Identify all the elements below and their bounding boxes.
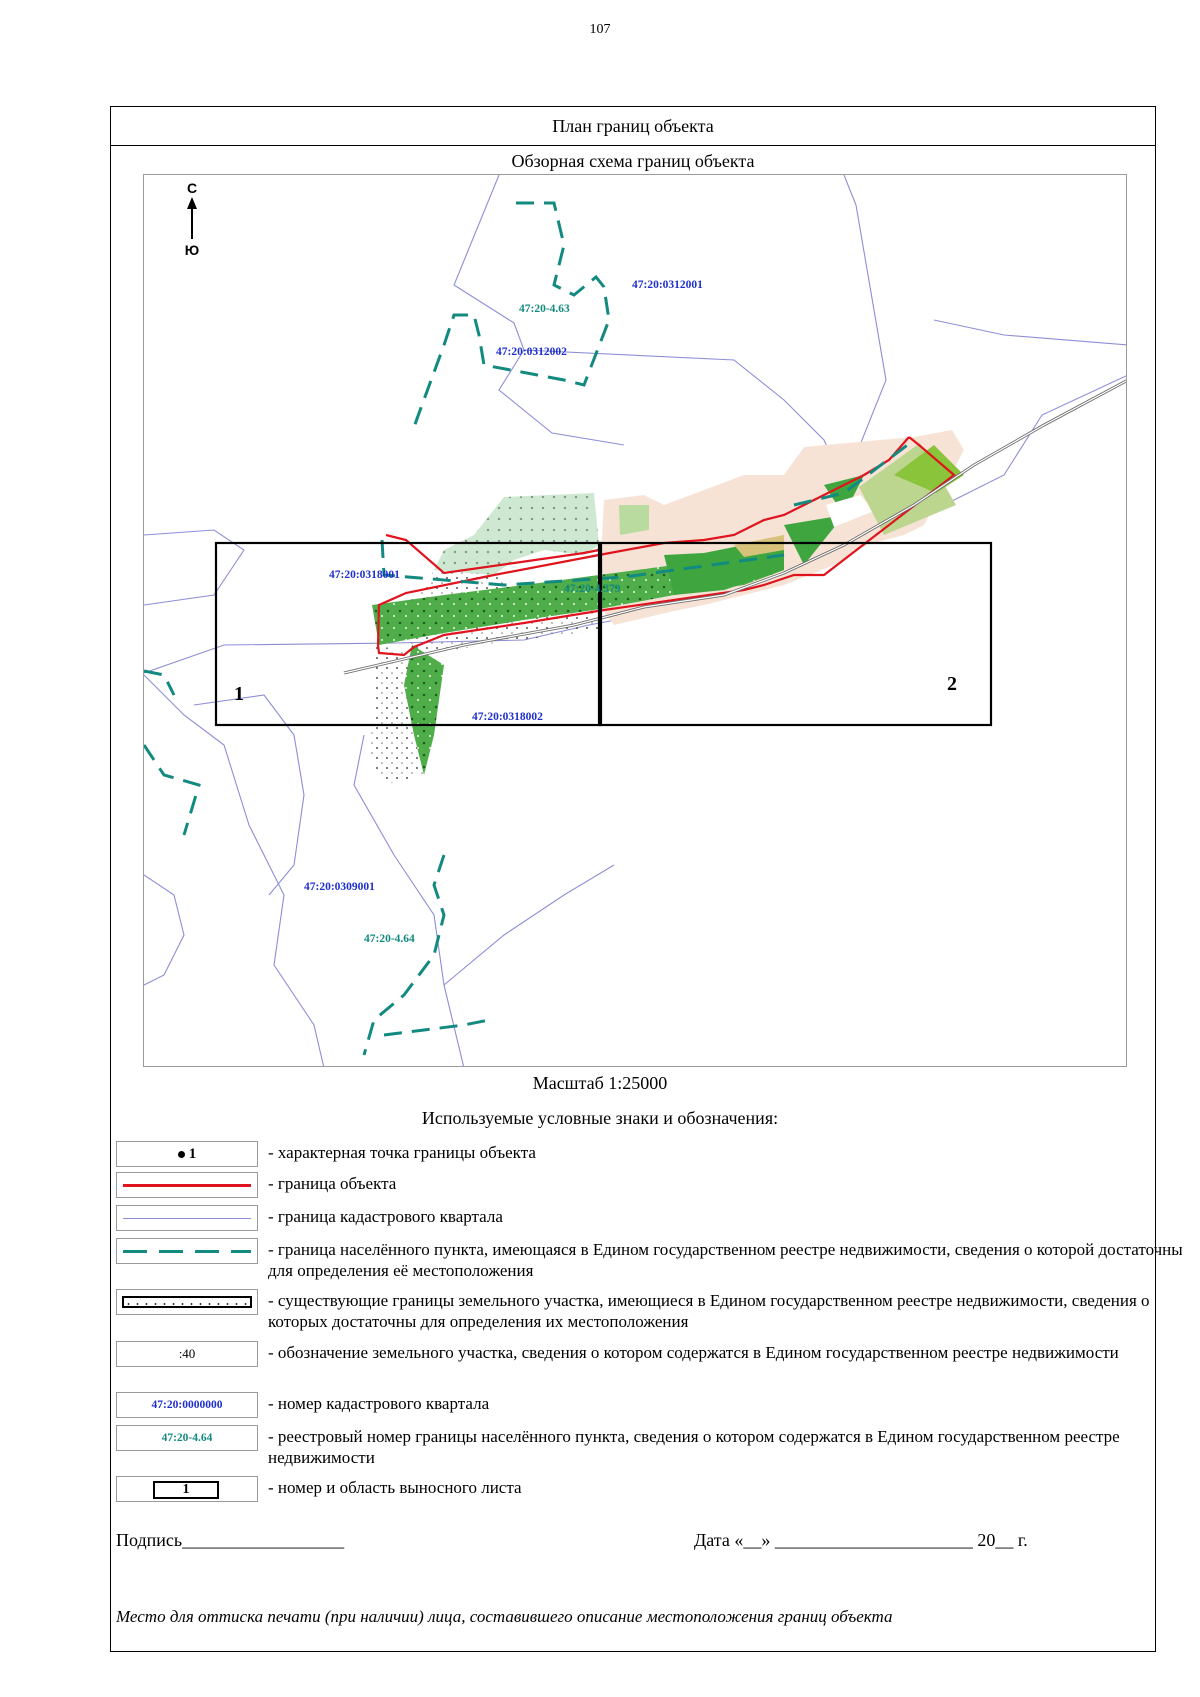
quarter-label: 47:20:0312001 — [632, 279, 703, 291]
quarter-label: 47:20:0312002 — [496, 346, 567, 358]
legend-text: - номер кадастрового квартала — [268, 1394, 490, 1413]
map-title: Обзорная схема границ объекта — [511, 151, 755, 171]
overview-map — [143, 174, 1127, 1067]
settlement-label: 47:20-4.379 — [564, 583, 621, 595]
quarter-label: 47:20:0318002 — [472, 711, 543, 723]
north-label: С — [186, 180, 198, 196]
legend-sample-sheet — [116, 1476, 258, 1502]
legend-row — [116, 1139, 1116, 1169]
map-scale: Масштаб 1:25000 — [532, 1073, 668, 1093]
plan-title: План границ объекта — [111, 107, 1155, 146]
signature-line: Подпись__________________ — [116, 1530, 345, 1550]
legend-sample-object-boundary — [116, 1172, 258, 1198]
legend-sample-quarter-number — [116, 1392, 258, 1418]
legend-sample-parcel-label — [116, 1341, 258, 1367]
sheet-number-2: 2 — [947, 673, 957, 695]
legend-sample-quarter-number-text: 47:20:0000000 — [151, 1399, 223, 1411]
legend-text: - номер и область выносного листа — [268, 1478, 522, 1497]
quarter-label: 47:20:0318001 — [329, 569, 400, 581]
legend-text: - существующие границы земельного участка, имеющиеся в Едином государственном реестре недвижимости, сведения о которых достаточны для определения их местоположения — [268, 1291, 1150, 1331]
legend-sample-parcel-boundary — [116, 1289, 258, 1315]
legend-text: - реестровый номер границы населённого пункта, сведения о котором содержатся в Едином государственном реестре недвижимости — [268, 1427, 1120, 1467]
legend-sample-settlement-number — [116, 1425, 258, 1451]
legend-sample-quarter-boundary — [116, 1205, 258, 1231]
legend — [116, 1139, 1183, 1497]
settlement-label: 47:20-4.64 — [364, 933, 415, 945]
legend-text: - граница кадастрового квартала — [268, 1207, 503, 1226]
legend-sample-settlement-boundary — [116, 1238, 258, 1264]
legend-text: - обозначение земельного участка, сведения о котором содержатся в Едином государственном реестре недвижимости — [268, 1343, 1119, 1362]
quarter-boundaries — [144, 175, 1127, 1067]
settlement-label: 47:20-4.63 — [519, 303, 570, 315]
legend-sample-sheet-number: 1 — [182, 1482, 190, 1497]
legend-title: Используемые условные знаки и обозначения: — [421, 1108, 779, 1128]
legend-sample-point — [116, 1141, 258, 1167]
legend-sample-settlement-number-text: 47:20-4.64 — [161, 1432, 213, 1444]
stamp-note: Место для оттиска печати (при наличии) лица, составившего описание местоположения границ объекта — [116, 1607, 893, 1626]
legend-text: - граница объекта — [268, 1174, 397, 1193]
south-label: Ю — [184, 242, 200, 258]
legend-sample-parcel-label-text: :40 — [178, 1346, 196, 1361]
land-areas — [369, 430, 964, 785]
legend-text: - граница населённого пункта, имеющаяся в Едином государственном реестре недвижимости, сведения о которой достаточны для определения её местоположения — [268, 1240, 1183, 1280]
quarter-label: 47:20:0309001 — [304, 881, 375, 893]
sheet-number-1: 1 — [234, 683, 244, 705]
legend-text: - характерная точка границы объекта — [268, 1143, 536, 1162]
page-number: 107 — [589, 22, 611, 37]
north-arrow — [185, 180, 199, 258]
date-line: Дата «__» ______________________ 20__ г. — [694, 1530, 1028, 1550]
legend-sample-point-number: 1 — [188, 1146, 197, 1162]
